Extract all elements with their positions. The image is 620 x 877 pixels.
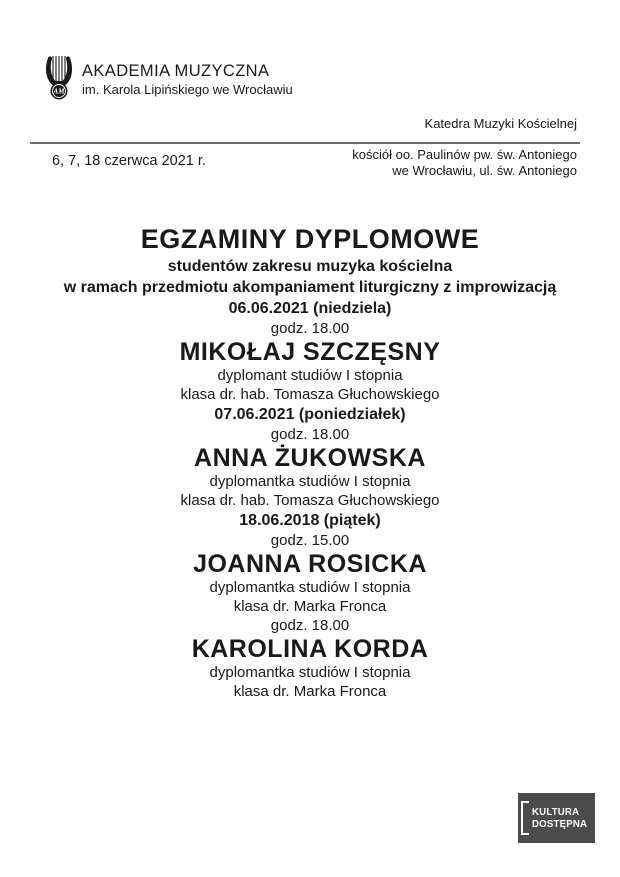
kultura-dostepna-logo <box>518 793 595 843</box>
event-dates: 6, 7, 18 czerwca 2021 r. <box>52 153 206 169</box>
student-class: klasa dr. hab. Tomasza Głuchowskiego <box>180 386 440 403</box>
logo-monogram: AM <box>53 87 65 96</box>
student-name: MIKOŁAJ SZCZĘSNY <box>179 338 441 366</box>
academy-name: AKADEMIA MUZYCZNA <box>82 62 270 80</box>
session-date: 06.06.2021 (niedziela) <box>228 300 392 317</box>
student-degree: dyplomantka studiów I stopnia <box>209 473 411 490</box>
venue-line-2: we Wrocławiu, ul. św. Antoniego <box>392 163 577 178</box>
student-degree: dyplomantka studiów I stopnia <box>209 664 411 681</box>
student-degree: dyplomantka studiów I stopnia <box>209 579 411 596</box>
badge-line-1: KULTURA <box>532 806 580 818</box>
page-title: EGZAMINY DYPLOMOWE <box>140 224 480 254</box>
department-name: Katedra Muzyki Kościelnej <box>424 116 577 131</box>
exam-time: godz. 18.00 <box>270 320 350 337</box>
subtitle-line-2: w ramach przedmiotu akompaniament liturgiczny z improwizacją <box>63 279 557 296</box>
exam-time: godz. 18.00 <box>270 617 350 634</box>
student-name: JOANNA ROSICKA <box>193 550 427 578</box>
kultura-dostepna-text <box>532 806 587 830</box>
exam-time: godz. 18.00 <box>270 426 350 443</box>
student-class: klasa dr. hab. Tomasza Głuchowskiego <box>180 492 440 509</box>
venue-line-1: kościół oo. Paulinów pw. św. Antoniego <box>352 147 577 162</box>
student-degree: dyplomant studiów I stopnia <box>217 367 403 384</box>
badge-line-2: DOSTĘPNA <box>532 818 588 830</box>
academy-subtitle: im. Karola Lipińskiego we Wrocławiu <box>82 82 293 97</box>
venue-address <box>352 147 577 179</box>
student-class: klasa dr. Marka Fronca <box>233 598 387 615</box>
subtitle-line-1: studentów zakresu muzyka kościelna <box>167 258 453 275</box>
student-class: klasa dr. Marka Fronca <box>233 683 387 700</box>
session-date: 07.06.2021 (poniedziałek) <box>214 406 406 423</box>
header-divider <box>30 142 580 144</box>
academy-brand <box>82 62 293 98</box>
student-name: KAROLINA KORDA <box>191 635 429 663</box>
student-name: ANNA ŻUKOWSKA <box>194 444 426 472</box>
exam-time: godz. 15.00 <box>270 532 350 549</box>
session-date: 18.06.2018 (piątek) <box>239 512 381 529</box>
academy-lyre-logo <box>42 50 76 100</box>
bracket-icon <box>521 801 529 835</box>
